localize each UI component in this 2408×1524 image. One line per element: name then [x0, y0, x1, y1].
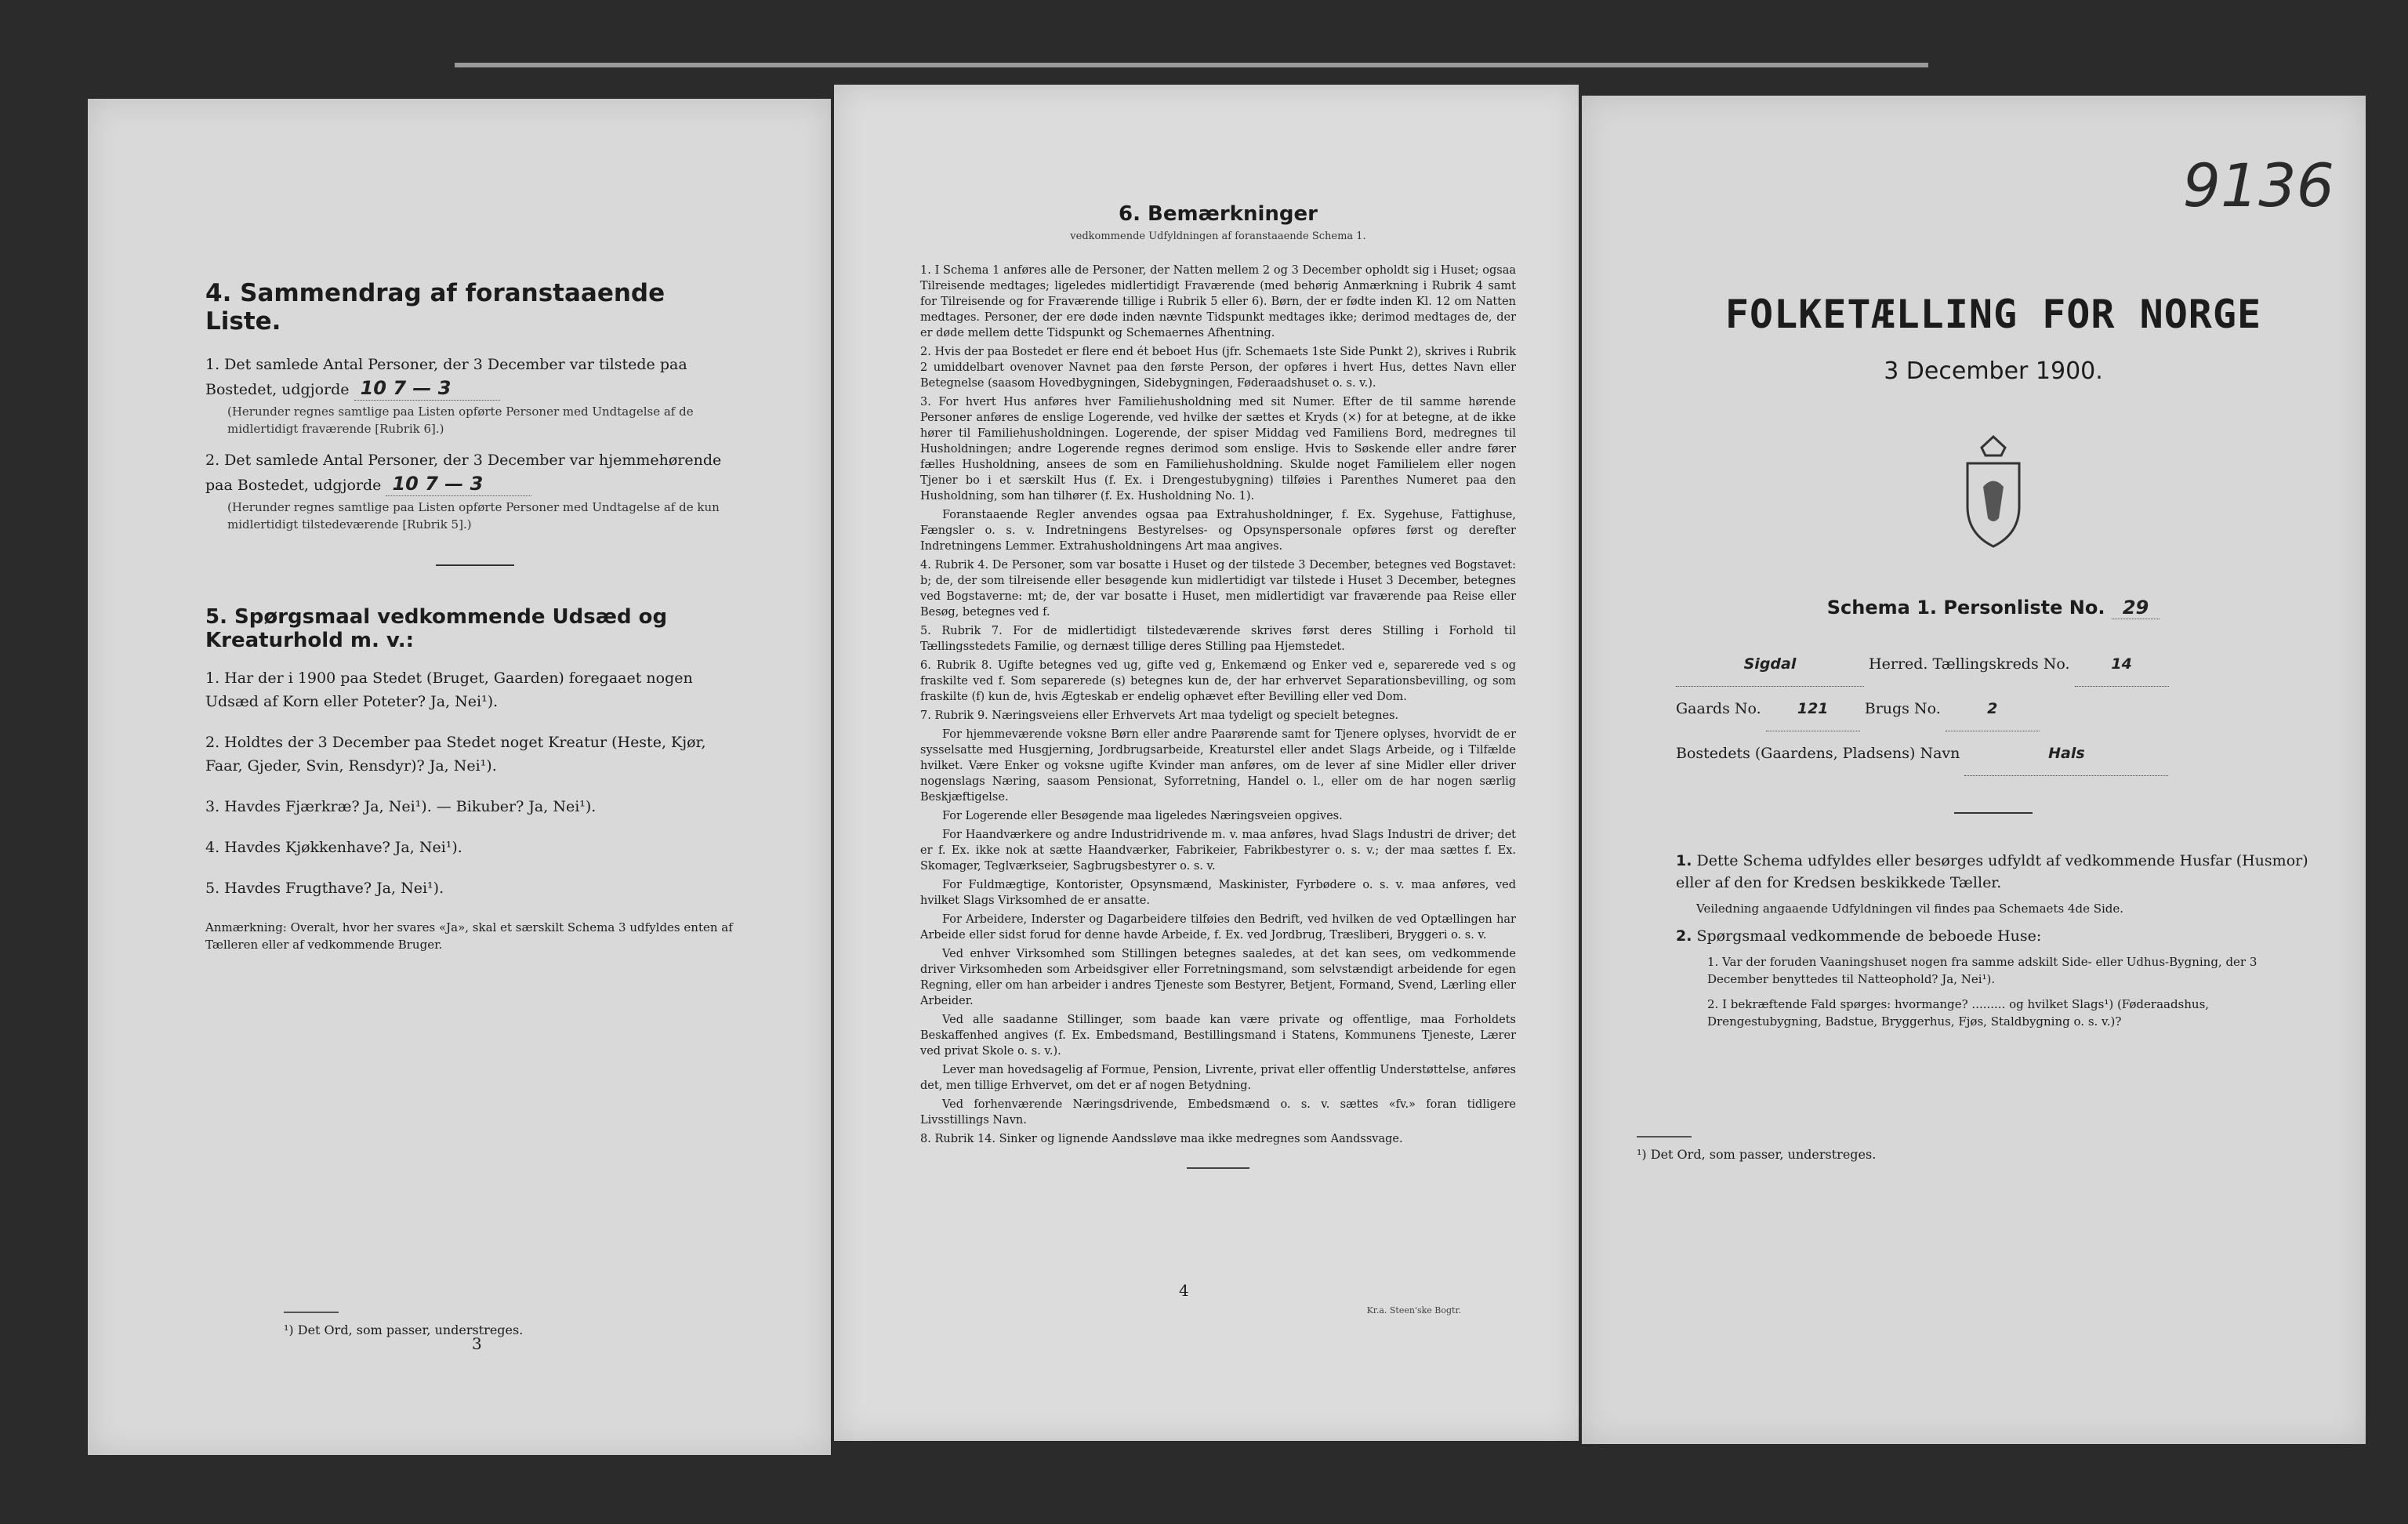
- form-title: FOLKETÆLLING FOR NORGE: [1724, 292, 2262, 337]
- instruction-2-sub-2: 2. I bekræftende Fald spørges: hvormange? ......... og hvilket Slags¹) (Føderaadshus, Drengestubygning, Badstue, Bryggerhus, Fjøs, Staldbygning o. s. v.)?: [1707, 997, 2210, 1029]
- remark-item: 3. For hvert Hus anføres hver Familiehusholdning med sit Numer. Efter de til samme hørende Personer anføres de enslige Logerende, ved hvilke der sættes et Kryds (×) for at betegne, at de ikke hører til Familiehusholdningen. Logerende, der spiser Middag ved Familiens Bord, medregnes til Husholdningen; andre Logerende regnes derimod som enslige. Hvis to Søskende eller andre fører fælles Husholdning, ansees de som en Familiehusholdning. Skulde noget Familielem eller nogen Tjener bo i et særskilt Hus (f. Ex. i Drengestubygning) tilføies i Parenthes Numeret paa den Husholdning, som han tilhører (f. Ex. Husholdning No. 1).: [920, 396, 1516, 503]
- left-page: [88, 99, 831, 1455]
- gaards-value: 121: [1766, 687, 1860, 731]
- q5-item: 3. Havdes Fjærkræ? Ja, Nei¹). — Bikuber? Ja, Nei¹).: [205, 798, 597, 815]
- remark-item: For Haandværkere og andre Industridrivende m. v. maa anføres, hvad Slags Industri de driver; det er f. Ex. ikke nok at sætte Haandværker, Fabrikeier, Fabrikbestyrer o. s. v.; der maa sættes f. Ex. Skomager, Teglværkseier, Sagbrugsbestyrer o. s. v.: [920, 829, 1516, 873]
- divider: [436, 564, 514, 566]
- kreds-label: Tællingskreds No.: [1932, 655, 2070, 673]
- page-number: 4: [1179, 1281, 1189, 1300]
- q5-item: 5. Havdes Frugthave? Ja, Nei¹).: [205, 880, 444, 897]
- instruction-1-sub: Veiledning angaaende Udfyldningen vil findes paa Schemaets 4de Side.: [1696, 902, 2124, 916]
- schema-line: [1676, 597, 2311, 619]
- question-2: [205, 448, 745, 497]
- q5-item: 4. Havdes Kjøkkenhave? Ja, Nei¹).: [205, 839, 462, 856]
- remark-item: 7. Rubrik 9. Næringsveiens eller Erhvervets Art maa tydeligt og specielt betegnes.: [920, 709, 1399, 722]
- census-date: 3 December 1900.: [1884, 357, 2103, 385]
- bosted-value: Hals: [1964, 731, 2168, 776]
- remarks-subtitle: vedkommende Udfyldningen af foranstaaende Schema 1.: [1070, 230, 1366, 242]
- instruction-2: 2. Spørgsmaal vedkommende de beboede Huse:: [1676, 927, 2042, 945]
- q5-item: 1. Har der i 1900 paa Stedet (Bruget, Gaarden) foregaaet nogen Udsæd af Korn eller Poteter? Ja, Nei¹).: [205, 669, 693, 710]
- remark-item: 6. Rubrik 8. Ugifte betegnes ved ug, gifte ved g, Enkemænd og Enker ved e, separerede ved s og fraskilte ved f. Som separerede (s) betegnes kun de, der har erhvervet Separationsbevilling, og som fraskilte (f) kun de, hvis Ægteskab er endelig ophævet efter Bevilling eller ved Dom.: [920, 659, 1516, 703]
- schema-label: Schema 1. Personliste No.: [1826, 597, 2105, 619]
- question-1-answer: 10 7 — 3: [354, 376, 500, 401]
- archive-number: 9136: [2182, 151, 2334, 220]
- divider: [1954, 812, 2033, 814]
- coat-of-arms-icon: [1958, 432, 2029, 550]
- herred-label: Herred.: [1869, 655, 1928, 673]
- question-2-note: (Herunder regnes samtlige paa Listen opførte Personer med Undtagelse af de kun midlertidigt tilstedeværende [Rubrik 5].): [227, 500, 720, 532]
- printer-imprint: Kr.a. Steen'ske Bogtr.: [1366, 1305, 1461, 1315]
- question-2-text: 2. Det samlede Antal Personer, der 3 December var hjemmehørende paa Bostedet, udgjorde: [205, 452, 722, 494]
- footnote: ¹) Det Ord, som passer, understreges.: [1637, 1147, 1877, 1162]
- remark-item: 2. Hvis der paa Bostedet er flere end ét beboet Hus (jfr. Schemaets 1ste Side Punkt 2), skrives i Rubrik 2 umiddelbart ovenover Navnet paa den første Person, der opføres i hvert Hus, dettes Navn eller Betegnelse (saasom Hovedbygningen, Sidebygningen, Føderaadshuset o. s. v.).: [920, 346, 1516, 390]
- remark-item: Ved forhenværende Næringsdrivende, Embedsmænd o. s. v. sættes «fv.» foran tidligere Livsstillings Navn.: [920, 1098, 1516, 1127]
- section-5-title: 5. Spørgsmaal vedkommende Udsæd og Kreaturhold m. v.:: [205, 605, 668, 652]
- herred-value: Sigdal: [1676, 642, 1864, 687]
- instruction-2-text: Spørgsmaal vedkommende de beboede Huse:: [1696, 927, 2042, 945]
- page-number: 3: [472, 1334, 482, 1353]
- q5-item: 2. Holdtes der 3 December paa Stedet noget Kreatur (Heste, Kjør, Faar, Gjeder, Svin, Rensdyr)? Ja, Nei¹).: [205, 734, 706, 775]
- bosted-label: Bostedets (Gaardens, Pladsens) Navn: [1676, 745, 1960, 762]
- kreds-value: 14: [2075, 642, 2169, 687]
- remark-item: Ved alle saadanne Stillinger, som baade kan være private og offentlige, maa Forholdets Beskaffenhed angives (f. Ex. Embedsmand, Bestillingsmand i Statens, Kommunens Tjeneste, Lærer ved privat Skole o. s. v.).: [920, 1014, 1516, 1058]
- divider: [1187, 1167, 1249, 1169]
- remark-item: For hjemmeværende voksne Børn eller andre Paarørende samt for Tjenere oplyses, hvorvidt de er sysselsatte med Husgjerning, Jordbrugsarbeide, Kreaturstel eller andet Slags Arbeide, og i Tilfælde hvilket. Være Enker og voksne ugifte Kvinder man anføres, om de lever af sine Midler eller driver nogenslags Næring, saasom Pensionat, Syforretning, Handel o. l., eller om de har nogen særlig Beskjæftigelse.: [920, 728, 1516, 804]
- gaards-label: Gaards No.: [1676, 700, 1761, 717]
- remark-item: Foranstaaende Regler anvendes ogsaa paa Extrahusholdninger, f. Ex. Sygehuse, Fattighuse, Fængsler o. s. v. Indretningens Bestyrelses- og Opsynspersonale opføres først og derefter Indretningens Lemmer. Extrahusholdningens Art maa angives.: [920, 509, 1516, 553]
- remark-item: Ved enhver Virksomhed som Stillingen betegnes saaledes, at det kan sees, om vedkommende driver Virksomheden som Arbeidsgiver eller Forretningsmand, som selvstændigt arbeidende for egen Regning, eller om han arbeider i andres Tjeneste som Bestyrer, Betjent, Formand, Svend, Lærling eller Arbeider.: [920, 948, 1516, 1007]
- question-1-note: (Herunder regnes samtlige paa Listen opførte Personer med Undtagelse af de midlertidigt fraværende [Rubrik 6].): [227, 405, 694, 436]
- top-rule: [455, 63, 1928, 67]
- instruction-2-sub-1: 1. Var der foruden Vaaningshuset nogen fra samme adskilt Side- eller Udhus-Bygning, der 3 December benyttedes til Natteophold? Ja, Nei¹).: [1707, 955, 2258, 986]
- section-4-title: 4. Sammendrag af foranstaaende Liste.: [205, 279, 665, 336]
- remark-item: 4. Rubrik 4. De Personer, som var bosatte i Huset og der tilstede 3 December, betegnes ved Bogstavet: b; de, der som tilreisende eller besøgende kun midlertidigt var tilstede i Huset 3 December, betegnes ved Bogstaverne: mt; de, der var bosatte i Huset, men midlertidigt var fraværende paa Reise eller Besøg, betegnes ved f.: [920, 559, 1516, 619]
- remark-item: For Fuldmægtige, Kontorister, Opsynsmænd, Maskinister, Fyrbødere o. s. v. maa anføres, ved hvilket Slags Virksomhed de er ansatte.: [920, 879, 1516, 907]
- remark-item: 1. I Schema 1 anføres alle de Personer, der Natten mellem 2 og 3 December opholdt sig i Huset; ogsaa Tilreisende medtages; ligeledes midlertidigt Fraværende (med behørig Anmærkning i Rubrik 4 samt for Tilreisende og for Fraværende tillige i Rubrik 5 eller 6). Børn, der er fødte inden Kl. 12 om Natten medtages. Personer, der ere døde inden nævnte Tidspunkt medtages ikke; derimod medtages de, der er døde mellem dette Tidspunkt og Schemaernes Afhentning.: [920, 264, 1516, 339]
- brugs-value: 2: [1946, 687, 2040, 731]
- middle-page: [834, 85, 1579, 1441]
- remark-item: Lever man hovedsagelig af Formue, Pension, Livrente, privat eller offentlig Understøttelse, anføres det, men tillige Erhvervet, om det er af nogen Betydning.: [920, 1064, 1516, 1092]
- personliste-number: 29: [2112, 597, 2160, 619]
- right-page: [1582, 96, 2366, 1444]
- remarks-list: [920, 263, 1516, 1147]
- instruction-1-text: Dette Schema udfyldes eller besørges udfyldt af vedkommende Husfar (Husmor) eller af den for Kredsen beskikkede Tæller.: [1676, 852, 2308, 891]
- question-1: [205, 353, 745, 401]
- annotation-note: Anmærkning: Overalt, hvor her svares «Ja», skal et særskilt Schema 3 udfyldes enten af Tælleren eller af vedkommende Bruger.: [205, 920, 733, 952]
- remarks-title: 6. Bemærkninger: [1119, 202, 1318, 226]
- footnote: ¹) Det Ord, som passer, understreges.: [284, 1323, 524, 1337]
- question-2-answer: 10 7 — 3: [386, 472, 531, 496]
- remark-item: 8. Rubrik 14. Sinker og lignende Aandssløve maa ikke medregnes som Aandssvage.: [920, 1133, 1403, 1145]
- location-fields: [1676, 642, 2311, 776]
- remark-item: 5. Rubrik 7. For de midlertidigt tilstedeværende skrives først deres Stilling i Forhold til Tællingsstedets Familie, og dernæst tillige deres Stilling paa Hjemstedet.: [920, 625, 1516, 653]
- question-1-text: 1. Det samlede Antal Personer, der 3 December var tilstede paa Bostedet, udgjorde: [205, 356, 687, 398]
- brugs-label: Brugs No.: [1864, 700, 1941, 717]
- remark-item: For Arbeidere, Inderster og Dagarbeidere tilføies den Bedrift, ved hvilken de ved Optællingen har Arbeide eller sidst forud for denne havde Arbeide, f. Ex. ved Jordbrug, Træsliberi, Bryggeri o. s. v.: [920, 913, 1516, 942]
- instruction-1: 1. Dette Schema udfyldes eller besørges udfyldt af vedkommende Husfar (Husmor) eller af den for Kredsen beskikkede Tæller.: [1676, 852, 2308, 891]
- remark-item: For Logerende eller Besøgende maa ligeledes Næringsveien opgives.: [942, 810, 1343, 822]
